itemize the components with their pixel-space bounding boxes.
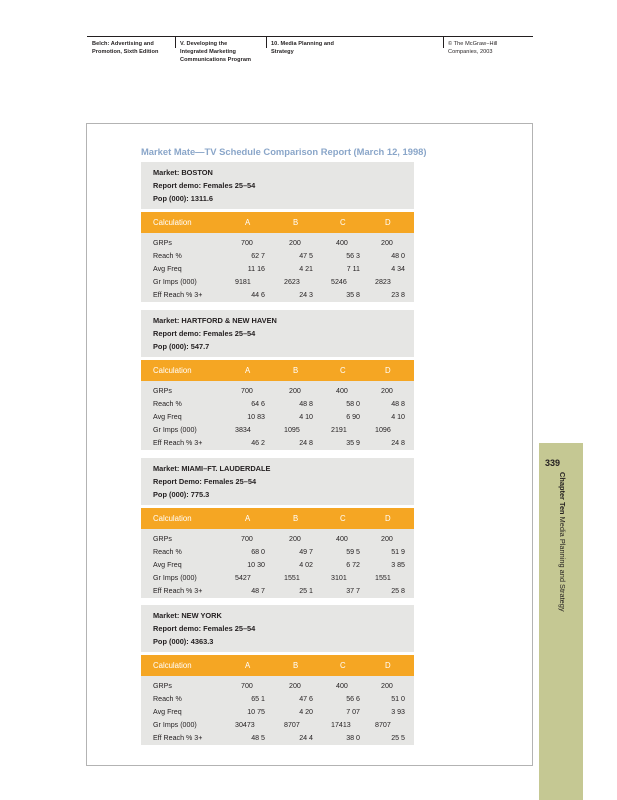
header-book-title: Belch: Advertising and Promotion, Sixth Edition [92, 41, 159, 56]
schedule-column-c: C [340, 661, 346, 670]
value-a: 10 75 [247, 708, 265, 716]
value-b: 24 8 [299, 439, 313, 447]
chapter-label: Chapter Ten [558, 472, 567, 515]
value-c: 6 90 [346, 413, 360, 421]
value-d: 25 5 [391, 734, 405, 742]
value-b: 47 5 [299, 252, 313, 260]
value-b: 4 02 [299, 561, 313, 569]
table-row [141, 387, 414, 400]
market-report [141, 310, 414, 450]
value-d: 48 0 [391, 252, 405, 260]
value-a: 3834 [235, 426, 251, 434]
calculation-header-bar [141, 212, 414, 233]
market-info-box [141, 605, 414, 652]
value-a: 5427 [235, 574, 251, 582]
table-row [141, 574, 414, 587]
value-c: 400 [336, 387, 348, 395]
metric-label: Avg Freq [153, 561, 182, 569]
metric-label: Reach % [153, 400, 182, 408]
header-chapter-title: 10. Media Planning and Strategy [271, 41, 334, 56]
value-c: 59 5 [346, 548, 360, 556]
schedule-column-a: A [245, 366, 251, 375]
table-row [141, 426, 414, 439]
value-d: 200 [381, 682, 393, 690]
table-row [141, 587, 414, 600]
value-b: 24 3 [299, 291, 313, 299]
metric-label: Gr Imps (000) [153, 426, 197, 434]
value-a: 48 5 [251, 734, 265, 742]
table-row [141, 278, 414, 291]
value-d: 4 34 [391, 265, 405, 273]
value-d: 1096 [375, 426, 391, 434]
value-a: 64 6 [251, 400, 265, 408]
value-b: 4 21 [299, 265, 313, 273]
metrics-table [141, 233, 414, 302]
value-b: 8707 [284, 721, 300, 729]
market-report [141, 458, 414, 598]
schedule-column-c: C [340, 366, 346, 375]
value-d: 4 10 [391, 413, 405, 421]
value-d: 200 [381, 535, 393, 543]
value-c: 5246 [331, 278, 347, 286]
schedule-column-a: A [245, 661, 251, 670]
table-row [141, 682, 414, 695]
calculation-header-bar [141, 508, 414, 529]
value-b: 48 8 [299, 400, 313, 408]
value-a: 11 16 [247, 265, 265, 273]
value-a: 10 30 [247, 561, 265, 569]
schedule-column-d: D [385, 218, 391, 227]
metric-label: GRPs [153, 387, 172, 395]
metric-label: Eff Reach % 3+ [153, 587, 203, 595]
value-a: 62 7 [251, 252, 265, 260]
market-name: Market: NEW YORK [153, 611, 222, 620]
table-row [141, 695, 414, 708]
value-c: 56 6 [346, 695, 360, 703]
header-divider [443, 36, 444, 48]
value-c: 400 [336, 535, 348, 543]
value-c: 37 7 [346, 587, 360, 595]
schedule-column-a: A [245, 218, 251, 227]
value-c: 400 [336, 239, 348, 247]
metric-label: Eff Reach % 3+ [153, 439, 203, 447]
table-row [141, 239, 414, 252]
value-c: 17413 [331, 721, 351, 729]
metric-label: Avg Freq [153, 413, 182, 421]
table-row [141, 291, 414, 304]
market-name: Market: HARTFORD & NEW HAVEN [153, 316, 277, 325]
value-a: 700 [241, 387, 253, 395]
value-c: 7 07 [346, 708, 360, 716]
report-demo: Report Demo: Females 25–54 [153, 477, 257, 486]
schedule-column-b: B [293, 514, 299, 523]
table-row [141, 265, 414, 278]
value-d: 200 [381, 239, 393, 247]
value-b: 4 20 [299, 708, 313, 716]
market-info-box [141, 162, 414, 209]
running-chapter-title [558, 472, 567, 612]
value-c: 6 72 [346, 561, 360, 569]
value-a: 46 2 [251, 439, 265, 447]
value-b: 49 7 [299, 548, 313, 556]
calculation-label: Calculation [153, 514, 192, 523]
metric-label: Reach % [153, 695, 182, 703]
calculation-label: Calculation [153, 661, 192, 670]
value-b: 24 4 [299, 734, 313, 742]
value-d: 2823 [375, 278, 391, 286]
table-row [141, 708, 414, 721]
value-b: 200 [289, 682, 301, 690]
header-rule [87, 36, 533, 37]
value-a: 700 [241, 535, 253, 543]
value-d: 200 [381, 387, 393, 395]
value-a: 48 7 [251, 587, 265, 595]
metric-label: Reach % [153, 548, 182, 556]
value-a: 30473 [235, 721, 255, 729]
value-b: 200 [289, 387, 301, 395]
value-c: 38 0 [346, 734, 360, 742]
value-d: 51 0 [391, 695, 405, 703]
calculation-label: Calculation [153, 218, 192, 227]
value-b: 1095 [284, 426, 300, 434]
metric-label: Gr Imps (000) [153, 721, 197, 729]
metric-label: Gr Imps (000) [153, 574, 197, 582]
market-report [141, 162, 414, 302]
value-b: 200 [289, 239, 301, 247]
value-d: 24 8 [391, 439, 405, 447]
value-c: 7 11 [346, 265, 360, 273]
market-info-box [141, 310, 414, 357]
metric-label: GRPs [153, 682, 172, 690]
header-part-title: V. Developing the Integrated Marketing Communications Program [180, 41, 252, 64]
population: Pop (000): 4363.3 [153, 637, 214, 646]
value-c: 3101 [331, 574, 347, 582]
table-row [141, 439, 414, 452]
population: Pop (000): 775.3 [153, 490, 210, 499]
table-row [141, 734, 414, 747]
value-b: 2623 [284, 278, 300, 286]
value-b: 25 1 [299, 587, 313, 595]
market-name: Market: BOSTON [153, 168, 213, 177]
schedule-column-b: B [293, 661, 299, 670]
value-a: 10 83 [247, 413, 265, 421]
calculation-header-bar [141, 360, 414, 381]
value-c: 58 0 [346, 400, 360, 408]
header-divider [266, 36, 267, 48]
table-row [141, 400, 414, 413]
chapter-title: Media Planning and Strategy [558, 516, 567, 612]
metrics-table [141, 529, 414, 598]
value-a: 68 0 [251, 548, 265, 556]
header-copyright: © The McGraw−Hill Companies, 2003 [448, 41, 498, 56]
schedule-column-d: D [385, 366, 391, 375]
metric-label: Avg Freq [153, 708, 182, 716]
metric-label: GRPs [153, 239, 172, 247]
header-divider [175, 36, 176, 48]
value-d: 23 8 [391, 291, 405, 299]
report-demo: Report demo: Females 25–54 [153, 181, 256, 190]
schedule-column-c: C [340, 514, 346, 523]
value-d: 48 8 [391, 400, 405, 408]
report-demo: Report demo: Females 25–54 [153, 624, 256, 633]
population: Pop (000): 1311.6 [153, 194, 213, 203]
table-row [141, 413, 414, 426]
value-b: 4 10 [299, 413, 313, 421]
value-c: 2191 [331, 426, 347, 434]
value-b: 47 6 [299, 695, 313, 703]
value-a: 9181 [235, 278, 251, 286]
market-info-box [141, 458, 414, 505]
table-row [141, 548, 414, 561]
metrics-table [141, 381, 414, 450]
metric-label: GRPs [153, 535, 172, 543]
schedule-column-b: B [293, 218, 299, 227]
metric-label: Gr Imps (000) [153, 278, 197, 286]
value-d: 3 93 [391, 708, 405, 716]
value-a: 44 6 [251, 291, 265, 299]
value-d: 25 8 [391, 587, 405, 595]
value-a: 700 [241, 239, 253, 247]
market-report [141, 605, 414, 745]
report-title: Market Mate—TV Schedule Comparison Report (March 12, 1998) [141, 146, 427, 157]
value-c: 56 3 [346, 252, 360, 260]
schedule-column-c: C [340, 218, 346, 227]
schedule-column-b: B [293, 366, 299, 375]
value-c: 400 [336, 682, 348, 690]
report-demo: Report demo: Females 25–54 [153, 329, 256, 338]
schedule-column-a: A [245, 514, 251, 523]
value-a: 700 [241, 682, 253, 690]
schedule-column-d: D [385, 661, 391, 670]
value-c: 35 9 [346, 439, 360, 447]
value-a: 65 1 [251, 695, 265, 703]
metric-label: Avg Freq [153, 265, 182, 273]
schedule-column-d: D [385, 514, 391, 523]
metric-label: Eff Reach % 3+ [153, 734, 203, 742]
metrics-table [141, 676, 414, 745]
value-d: 1551 [375, 574, 391, 582]
metric-label: Reach % [153, 252, 182, 260]
population: Pop (000): 547.7 [153, 342, 210, 351]
calculation-header-bar [141, 655, 414, 676]
table-row [141, 252, 414, 265]
table-row [141, 721, 414, 734]
value-d: 3 85 [391, 561, 405, 569]
page-number: 339 [545, 458, 561, 468]
calculation-label: Calculation [153, 366, 192, 375]
table-row [141, 561, 414, 574]
value-b: 200 [289, 535, 301, 543]
value-c: 35 8 [346, 291, 360, 299]
value-b: 1551 [284, 574, 300, 582]
table-row [141, 535, 414, 548]
market-name: Market: MIAMI–FT. LAUDERDALE [153, 464, 271, 473]
value-d: 8707 [375, 721, 391, 729]
value-d: 51 9 [391, 548, 405, 556]
metric-label: Eff Reach % 3+ [153, 291, 203, 299]
